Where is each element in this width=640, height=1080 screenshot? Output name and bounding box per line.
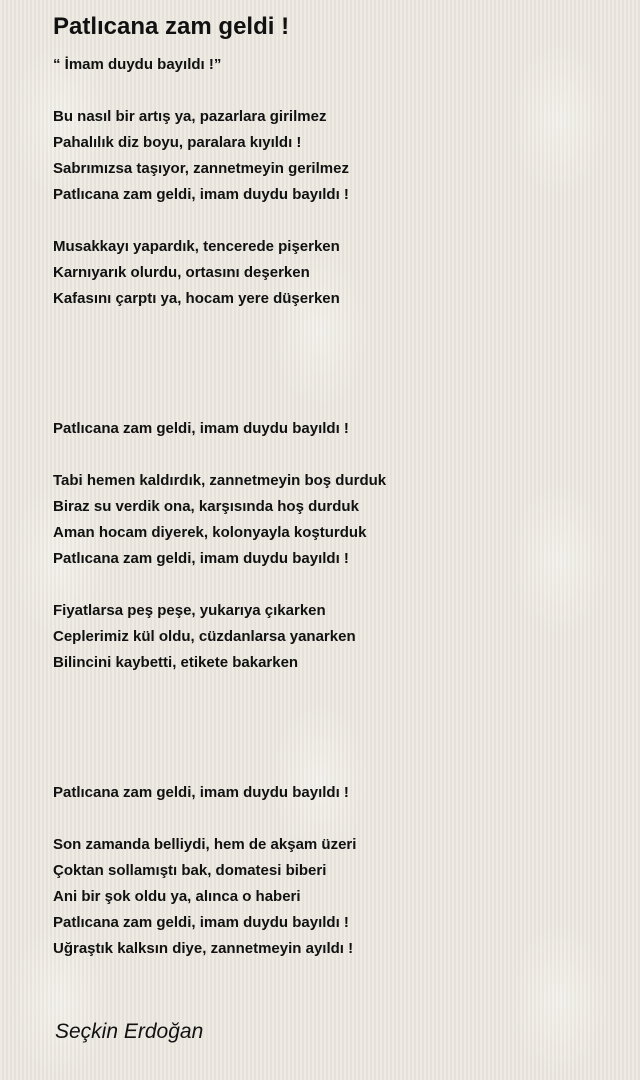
poem-line: Kafasını çarptı ya, hocam yere düşerken xyxy=(53,290,340,307)
poem-line: Patlıcana zam geldi, imam duydu bayıldı ! xyxy=(53,420,349,437)
poem-title: Patlıcana zam geldi ! xyxy=(53,13,290,40)
poem-line: Ani bir şok oldu ya, alınca o haberi xyxy=(53,888,301,905)
poem-line: Bilincini kaybetti, etikete bakarken xyxy=(53,654,299,671)
poem-line: Uğraştık kalksın diye, zannetmeyin ayıldı ! xyxy=(53,940,354,957)
poem-line: Biraz su verdik ona, karşısında hoş durduk xyxy=(53,498,359,515)
poem-line: Musakkayı yapardık, tencerede pişerken xyxy=(53,238,340,255)
stanza-2 xyxy=(53,234,613,312)
stanza-break xyxy=(53,806,613,832)
poem-line: Fiyatlarsa peş peşe, yukarıya çıkarken xyxy=(53,602,326,619)
stanza-break xyxy=(53,572,613,598)
stanza-3 xyxy=(53,416,613,442)
stanza-1 xyxy=(53,104,613,208)
poem-subtitle: “ İmam duydu bayıldı !” xyxy=(53,56,222,73)
poem-line: Patlıcana zam geldi, imam duydu bayıldı ! xyxy=(53,914,349,931)
poem-line: Sabrımızsa taşıyor, zannetmeyin gerilmez xyxy=(53,160,349,177)
poem-body xyxy=(53,104,613,962)
poem-line: Aman hocam diyerek, kolonyayla koşturduk xyxy=(53,524,367,541)
poem-line: Karnıyarık olurdu, ortasını deşerken xyxy=(53,264,310,281)
stanza-5 xyxy=(53,598,613,676)
poem-author: Seçkin Erdoğan xyxy=(55,1020,204,1043)
poem-line: Son zamanda belliydi, hem de akşam üzeri xyxy=(53,836,357,853)
stanza-break xyxy=(53,676,613,780)
stanza-break xyxy=(53,312,613,416)
poem-line: Bu nasıl bir artış ya, pazarlara girilmez xyxy=(53,108,327,125)
poem-line: Patlıcana zam geldi, imam duydu bayıldı ! xyxy=(53,186,349,203)
stanza-break xyxy=(53,442,613,468)
poem-line: Pahalılık diz boyu, paralara kıyıldı ! xyxy=(53,134,302,151)
poem-line: Tabi hemen kaldırdık, zannetmeyin boş durduk xyxy=(53,472,387,489)
poem-line: Patlıcana zam geldi, imam duydu bayıldı ! xyxy=(53,550,349,567)
stanza-4 xyxy=(53,468,613,572)
stanza-6 xyxy=(53,780,613,806)
stanza-7 xyxy=(53,832,613,962)
poem-line: Patlıcana zam geldi, imam duydu bayıldı ! xyxy=(53,784,349,801)
poem-line: Ceplerimiz kül oldu, cüzdanlarsa yanarken xyxy=(53,628,356,645)
poem-line: Çoktan sollamıştı bak, domatesi biberi xyxy=(53,862,327,879)
stanza-break xyxy=(53,208,613,234)
